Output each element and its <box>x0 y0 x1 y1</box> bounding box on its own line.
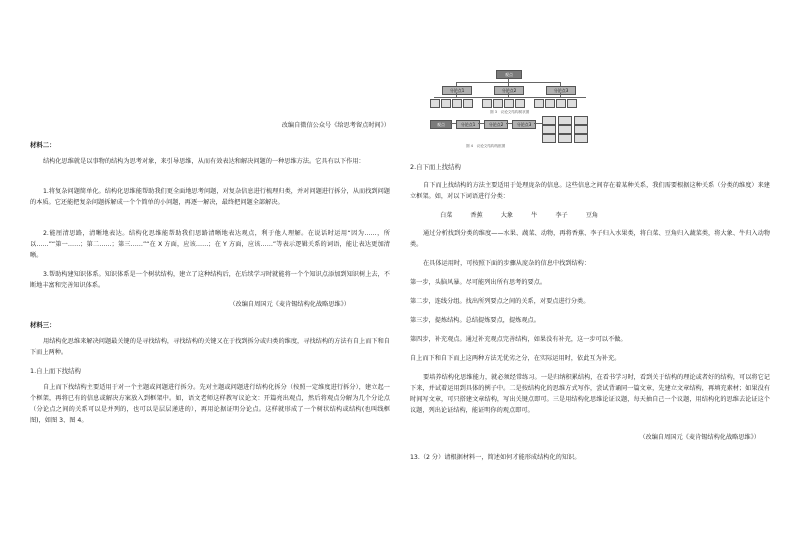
r-paragraph-2: 通过分析找到分类的维度——水果、蔬菜、动物，再将香蕉、李子归入水果类，将白菜、豆角归入蔬菜类，将大象、牛归入动物类。 <box>410 230 770 248</box>
tree-leaf <box>504 99 514 108</box>
m3-heading-1: 1.自上而下找结构 <box>30 367 81 375</box>
tree-leaf <box>515 99 525 108</box>
tree-leaf <box>463 99 473 108</box>
tree-root-box: 观点 <box>496 70 522 79</box>
chain-node-1: 分论点1 <box>456 120 480 129</box>
chain-leaf <box>558 125 572 134</box>
word-item: 李子 <box>555 212 568 219</box>
step-1: 第一步，头脑风暴。尽可能列出所有思考的要点。 <box>410 279 547 286</box>
m2-paragraph-3: 2.能厘清思路，清晰地表达。结构化思维能帮助我们思路清晰地表达观点，利于他人理解。在说话时运用“因为……，所以……”“第一……；第二……；第三……”“在 X 方面，应该……；在 Y 方面，应该……”等表示逻辑关系的词语，能让表达更加清晰。 <box>30 230 390 259</box>
step-2: 第二步，连线分组。找出所列要点之间的关系，对要点进行分类。 <box>410 298 590 305</box>
step-4: 第四步，补充观点。通过补充观点完善结构，如果没有补充，这一步可以不做。 <box>410 336 627 343</box>
chain-leaf <box>542 116 556 125</box>
r-paragraph-1: 自下而上找结构的方法主要适用于处理庞杂的信息。这些信息之间存在着某种关系，我们需要根据这种关系（分类的维度）来建立框架。如，对以下词语进行分类： <box>410 182 770 200</box>
tree-leaf <box>441 99 451 108</box>
figure3-caption: 图 3 议论文结构树状图 <box>490 110 530 114</box>
m3-paragraph-1: 用结构化思维来解决问题最关键的是寻找结构，寻找结构的关键又在于找到拆分或归类的维度，寻找结构的方法有自上而下和自下而上两种。 <box>30 338 390 356</box>
chain-node-3: 分论点3 <box>512 120 536 129</box>
figure4-caption: 图 4 议论文结构线框图 <box>466 144 506 148</box>
tree-node-1: 分论点1 <box>442 86 472 95</box>
tree-leaf <box>556 99 566 108</box>
chain-leaf <box>558 134 572 143</box>
word-item: 牛 <box>531 212 538 219</box>
tree-leaf <box>482 99 492 108</box>
tree-leaf <box>534 99 544 108</box>
chain-leaf <box>542 125 556 134</box>
r-source: （改编自周国元《麦肯锡结构化战略思维》） <box>639 434 760 441</box>
tree-leaf <box>567 99 577 108</box>
material3-title: 材料三： <box>30 321 56 329</box>
chain-leaf <box>542 134 556 143</box>
chain-leaf <box>574 134 588 143</box>
word-item: 大象 <box>500 212 514 219</box>
step-3: 第三步，提炼结构。总结提炼要点，提炼观点。 <box>410 317 540 324</box>
r-paragraph-4: 自上而下和自下而上这两种方法无优劣之分，在实际运用时，依此互为补充。 <box>410 355 621 362</box>
chain-leaf <box>574 125 588 134</box>
word-item: 白菜 <box>440 212 453 219</box>
chain-node-2: 分论点2 <box>484 120 508 129</box>
question-13: 13.（2 分）请根据材料一，简述如何才能形成结构化的知识。 <box>410 454 581 461</box>
r-heading-2: 2.自下而上找结构 <box>410 163 461 171</box>
source-line-top: 改编自微信公众号《给思考留点时间》） <box>281 122 390 129</box>
m2-source: （改编自周国元《麦肯锡结构化战略思维》） <box>229 301 350 308</box>
r-paragraph-5: 要培养结构化思维能力，就必须经常练习。一是归纳积累结构，在看书学习时，看到关于结构的理论或者好的结构，可以将它记下来，并试着运用到具体的例子中。二是按结构化的思维方式写作，尝试背诵同一篇文章，先建立文章结构，再填充素材；如果没有时间写文章，可只搭建文章结构，写出关键点即可。三是用结构化思维论证议题，每天抽自己一个议题，用结构化的思维去论证这个议题，列出论证结构，能证明你的观点即可。 <box>410 374 770 414</box>
tree-leaf <box>545 99 555 108</box>
word-item: 豆角 <box>585 212 599 219</box>
m3-paragraph-2: 自上而下找结构主要适用于对一个主题或问题进行拆分。先对主题或问题进行结构化拆分（按照一定维度进行拆分），建立起一个框架，再将已有的信息或解决方案放入到框架中。如，语文老师这样教写议论文：开篇亮出观点，然后将观点分解为几个分论点（分论点之间的关系可以是并列的，也可以是层层递进的），再用论据证明分论点。这样就形成了一个树状结构或结构(也叫线框图)，如图 3、图 4。 <box>30 384 390 424</box>
structure-diagram <box>430 64 590 154</box>
chain-leaf <box>558 116 572 125</box>
chain-root-box: 观点 <box>430 120 452 129</box>
tree-leaf <box>430 99 440 108</box>
tree-node-3: 分论点3 <box>546 86 576 95</box>
word-item: 香蕉 <box>470 212 483 219</box>
m2-paragraph-4: 3.帮助构建知识体系。知识体系是一个树状结构，建立了这种结构后，在后续学习时就能将一个个知识点添加到知识树上去，不断地丰富和完善知识体系。 <box>30 271 390 289</box>
tree-leaf <box>493 99 503 108</box>
tree-leaf <box>452 99 462 108</box>
r-paragraph-3: 在具体运用时，可按照下面的步骤从庞杂的信息中找到结构： <box>423 260 591 267</box>
m2-paragraph-1: 结构化思维就是以事物的结构为思考对象，来引导思维，从而有效表达和解决问题的一种思维方法。它具有以下作用： <box>43 158 365 165</box>
m2-paragraph-2: 1.将复杂问题简单化。结构化思维能帮助我们更全面地思考问题，对复杂信息进行梳理归类，并对问题进行拆分，从而找到问题的本质。它还能把复杂问题拆解成一个个简单的小问题，再逐一解决，最终把问题全部解决。 <box>30 188 390 206</box>
word-list <box>410 210 598 221</box>
tree-node-2: 分论点2 <box>494 86 524 95</box>
chain-leaf <box>574 116 588 125</box>
material2-title: 材料二： <box>30 141 56 149</box>
